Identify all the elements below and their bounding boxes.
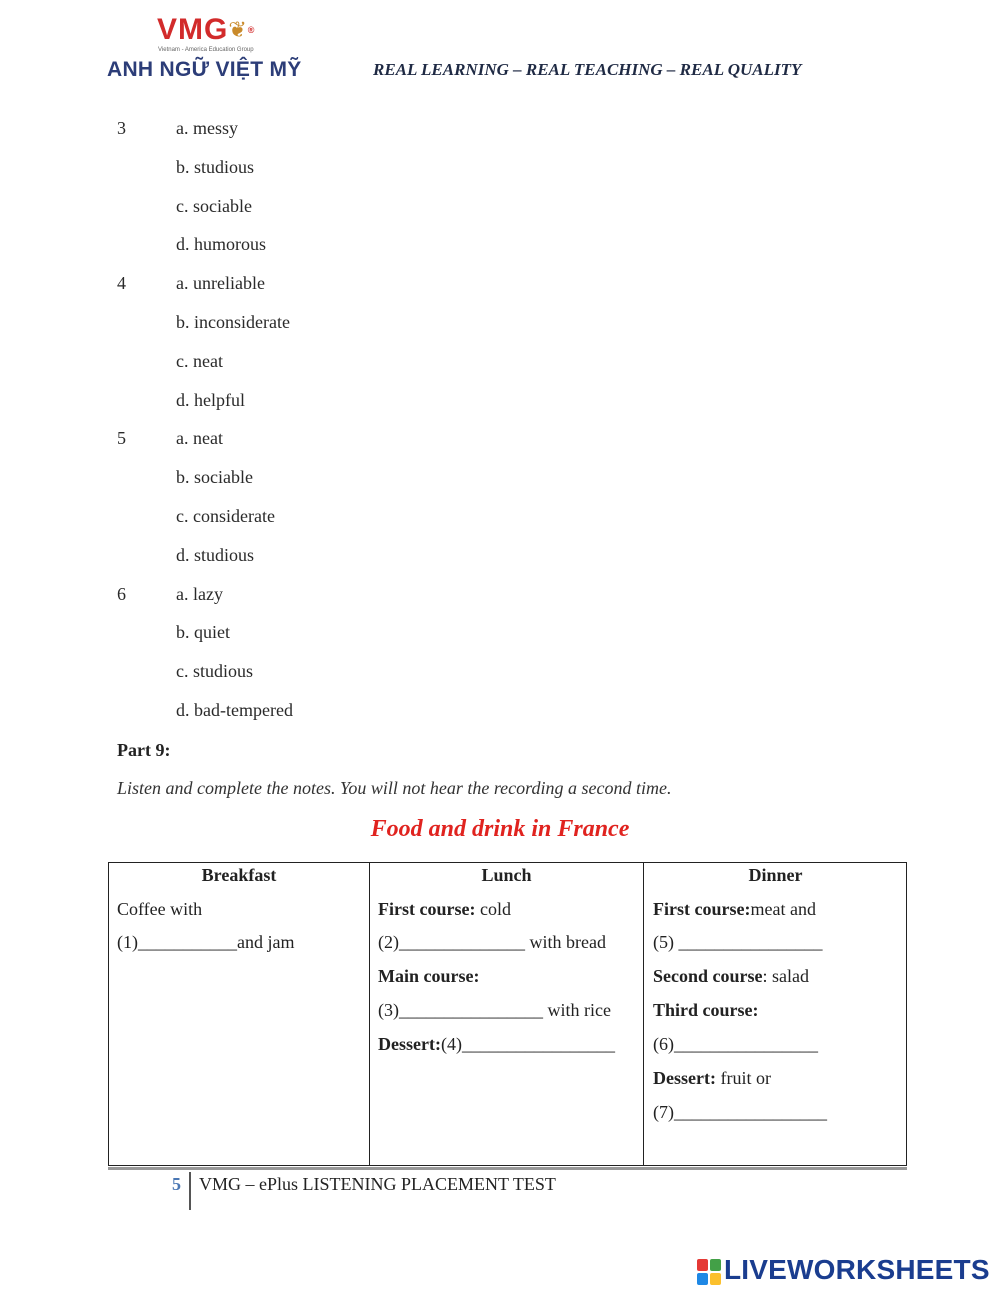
brand-name: ANH NGỮ VIỆT MỸ [107, 58, 302, 81]
question-number: 4 [117, 273, 126, 294]
label: Second course [653, 966, 763, 986]
liveworksheets-icon [697, 1259, 721, 1285]
vmg-logo [157, 14, 255, 46]
part-title: Part 9: [117, 740, 171, 760]
table-bottom-rule [108, 1167, 907, 1170]
question-number: 6 [117, 583, 126, 604]
blank-1[interactable]: (1)___________and jam [117, 932, 295, 952]
blank-6[interactable]: (6)________________ [653, 1034, 818, 1054]
column-divider [643, 863, 644, 1165]
liveworksheets-logo[interactable]: LIVEWORKSHEETS [724, 1254, 990, 1285]
answer-option[interactable]: b. quiet [176, 622, 230, 643]
dinner-third-course [653, 1000, 759, 1021]
blank-2[interactable]: (2)______________ with bread [378, 932, 606, 952]
table-title: Food and drink in France [370, 816, 630, 842]
answer-option[interactable]: b. sociable [176, 467, 253, 488]
question-number: 5 [117, 428, 126, 449]
answer-option[interactable]: c. sociable [176, 195, 252, 216]
answer-option[interactable]: d. helpful [176, 389, 245, 410]
answer-option[interactable]: a. messy [176, 118, 238, 138]
breakfast-header: Breakfast [201, 865, 277, 885]
registered-icon: ® [247, 25, 256, 35]
answer-option[interactable]: a. unreliable [176, 273, 265, 294]
logo-leaf-icon: ❦ [228, 17, 248, 42]
answer-option[interactable]: c. studious [176, 661, 254, 682]
dinner-header: Dinner [748, 865, 803, 885]
value: : salad [762, 966, 809, 986]
dinner-dessert [653, 1068, 771, 1089]
question-number: 3 [117, 118, 126, 138]
answer-option[interactable]: a. lazy [176, 583, 223, 604]
answer-option[interactable]: d. studious [176, 544, 255, 565]
answer-option[interactable]: d. bad-tempered [176, 700, 293, 720]
label: First course: [653, 899, 751, 919]
value: fruit or [715, 1068, 771, 1088]
instruction: Listen and complete the notes. You will not hear the recording a second time. [117, 778, 672, 798]
dinner-second-course [653, 966, 809, 987]
label: Third course: [653, 1000, 759, 1020]
label: First course: [378, 899, 476, 919]
answer-option[interactable]: b. studious [176, 156, 255, 177]
label: Main course: [378, 966, 480, 986]
answer-option[interactable]: c. neat [176, 350, 223, 371]
answer-option[interactable]: a. neat [176, 428, 223, 449]
value: cold [475, 899, 511, 919]
blank-5[interactable]: (5) ________________ [653, 932, 823, 952]
value: meat and [750, 899, 816, 919]
answer-option[interactable]: b. inconsiderate [176, 312, 290, 332]
label: Dessert: [378, 1034, 441, 1054]
lunch-first-course [378, 899, 511, 920]
breakfast-line: Coffee with [117, 899, 203, 919]
lunch-dessert[interactable] [378, 1034, 615, 1055]
lunch-main-course [378, 966, 479, 987]
blank-3[interactable]: (3)________________ with rice [378, 1000, 611, 1020]
blank-7[interactable]: (7)_________________ [653, 1102, 827, 1122]
dinner-first-course [653, 899, 816, 920]
footer-text: VMG – ePlus LISTENING PLACEMENT TEST [199, 1174, 556, 1194]
blank-4[interactable]: (4)_________________ [440, 1034, 615, 1054]
page-number: 5 [172, 1174, 181, 1194]
notes-table [108, 862, 907, 1166]
answer-option[interactable]: c. considerate [176, 506, 275, 526]
logo-subtitle: Vietnam - America Education Group [158, 47, 254, 53]
answer-option[interactable]: d. humorous [176, 234, 266, 255]
column-divider [369, 863, 370, 1165]
footer-divider [189, 1172, 191, 1210]
logo-text: VMG [157, 13, 229, 46]
lunch-header: Lunch [481, 865, 532, 885]
tagline: REAL LEARNING – REAL TEACHING – REAL QUALITY [373, 60, 802, 79]
label: Dessert: [653, 1068, 716, 1088]
